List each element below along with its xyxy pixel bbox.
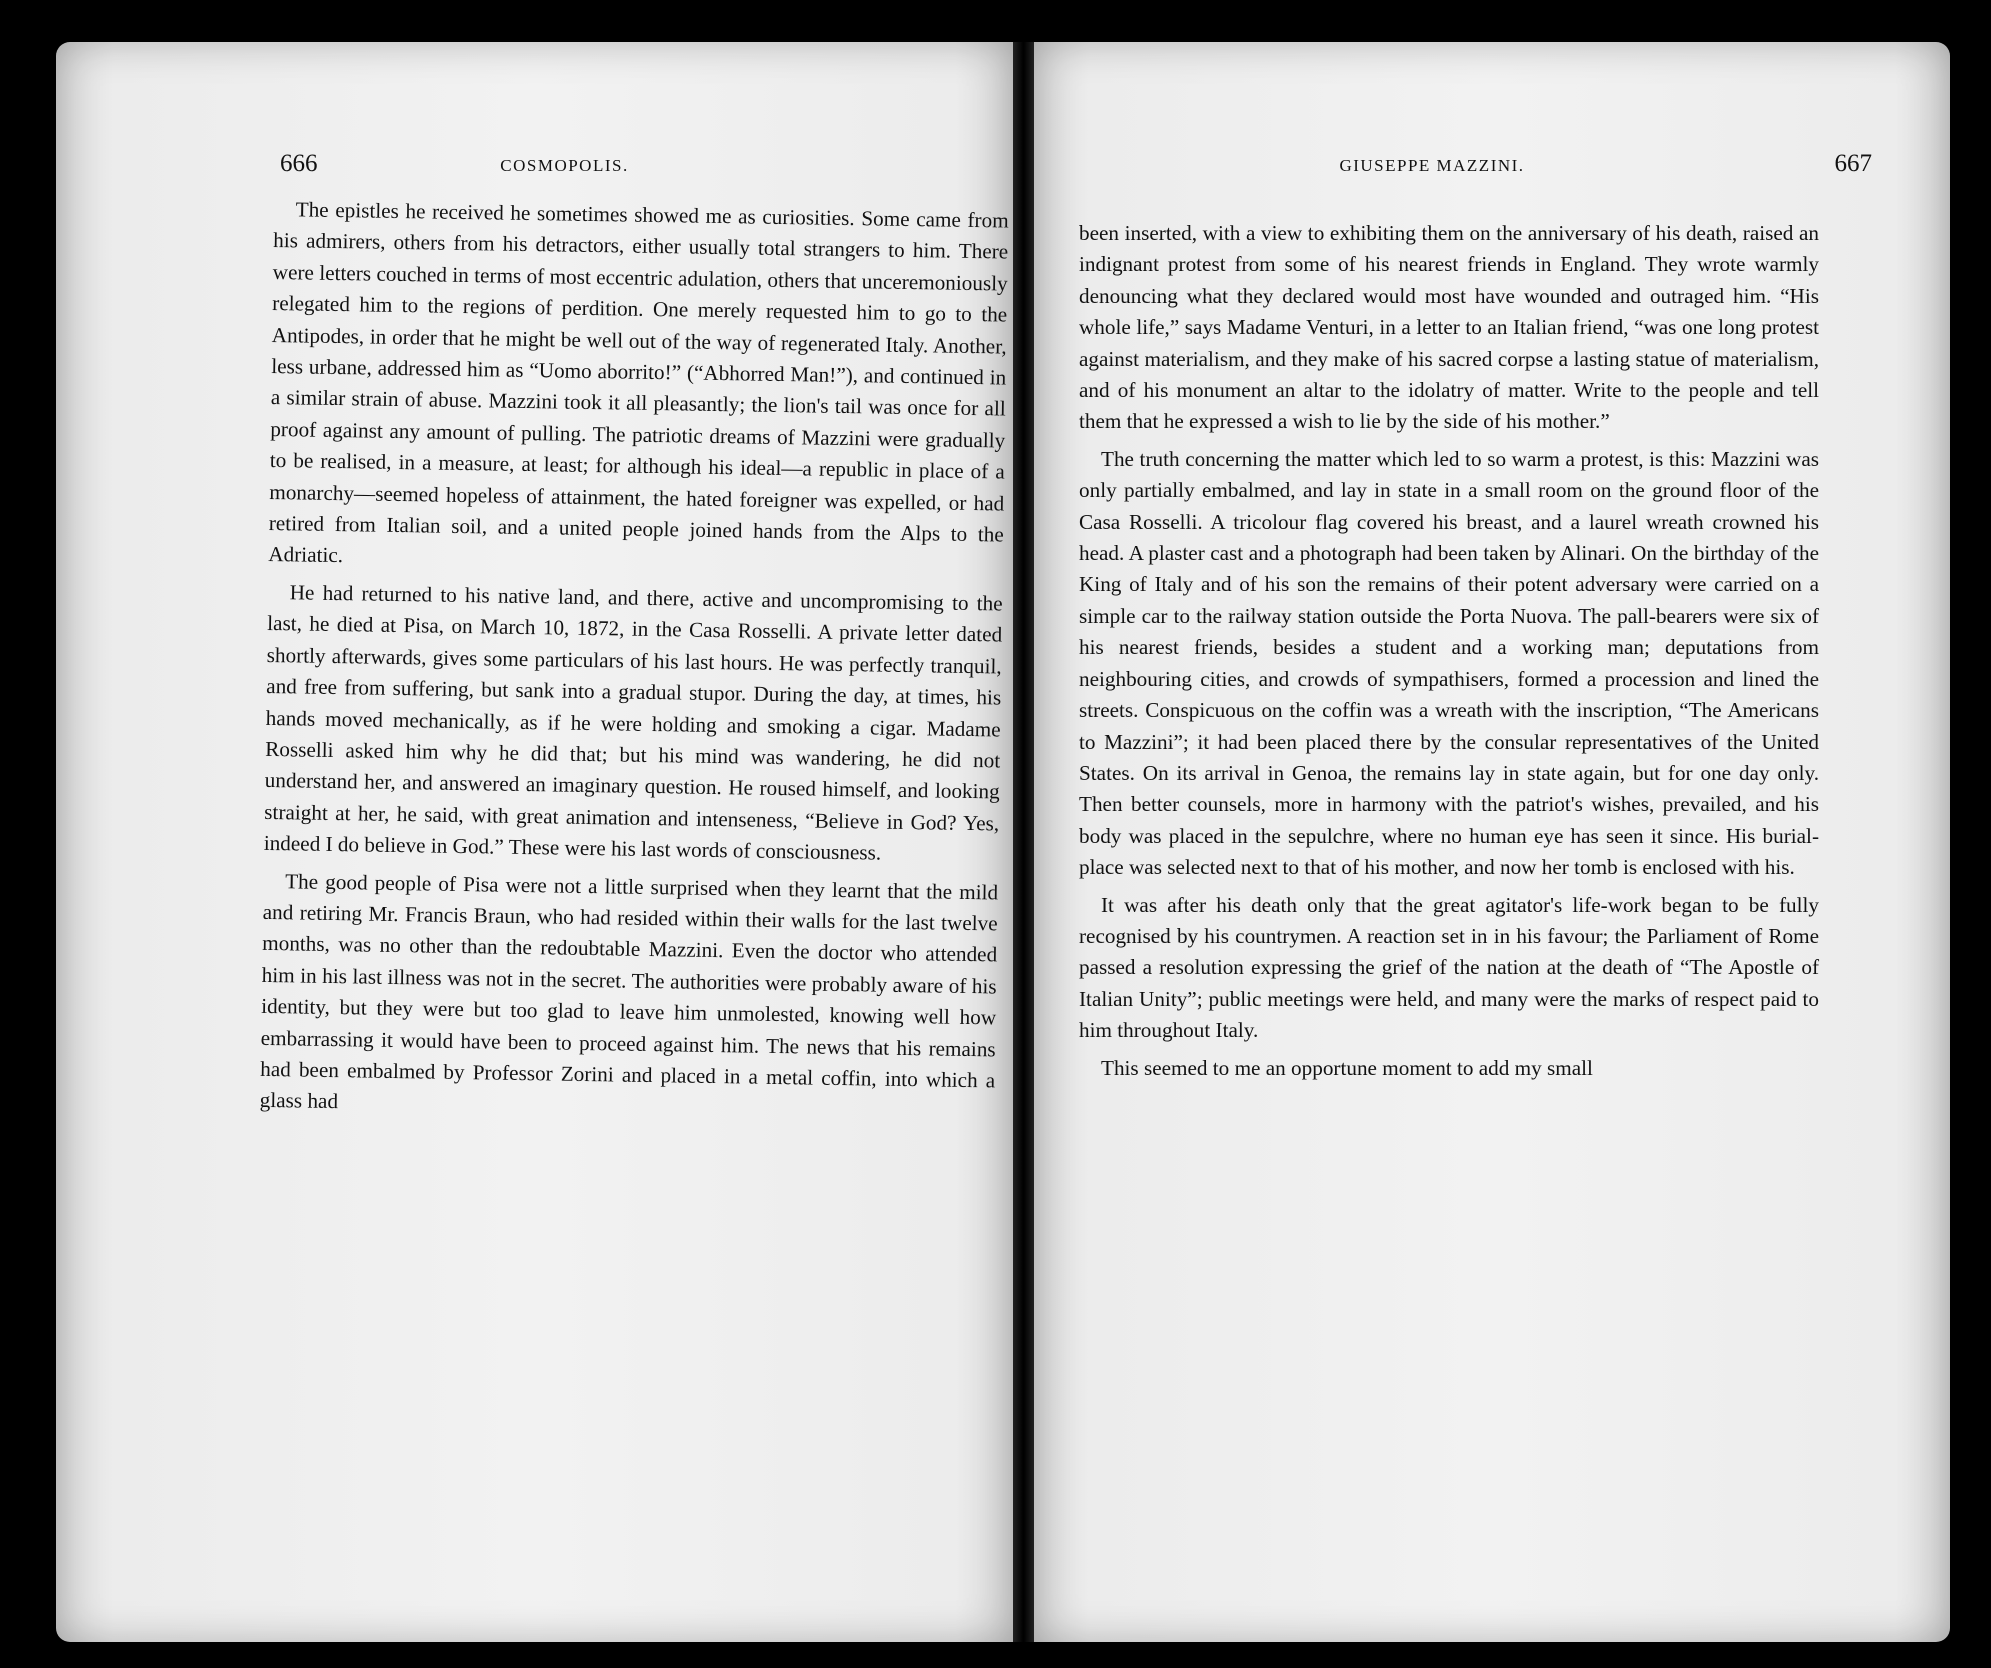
book-gutter	[1013, 42, 1034, 1642]
paragraph: It was after his death only that the great agitator's life-work began to be fully recognised by his countrymen. A reaction set in in his favour; the Parliament of Rome passed a resolution expressing the grief of the nation at the death of “The Apostle of Italian Unity”; public meetings were held, and many were the marks of respect paid to him throughout Italy.	[1079, 892, 1819, 1043]
running-head	[56, 150, 1013, 184]
paragraph: He had returned to his native land, and there, active and uncompromising to the last, he died at Pisa, on March 10, 1872, in the Casa Rosselli. A private letter dated shortly afterwards, gives some particulars of his last hours. He was perfectly tranquil, and free from suffering, but sank into a gradual stupor. During the day, at times, his hands moved mechanically, as if he were holding and smoking a cigar. Madame Rosselli asked him why he did that; but his mind was wandering, he did not understand her, and answered an imaginary question. He roused himself, and looking straight at her, he said, with great animation and intenseness, “Believe in God? Yes, indeed I do believe in God.” These were his last words of consciousness.	[263, 580, 1003, 865]
running-header-title: GIUSEPPE MAZZINI.	[1339, 156, 1525, 175]
body-text	[1079, 218, 1819, 1090]
paragraph: The truth concerning the matter which led to so warm a protest, is this: Mazzini was only partially embalmed, and lay in state in a small room on the ground floor of the Casa Rosselli. A tricolour flag covered his breast, and a laurel wreath crowned his head. A plaster cast and a photograph had been taken by Alinari. On the birthday of the King of Italy and of his son the remains of their potent adversary were carried on a simple car to the railway station outside the Porta Nuova. The pall-bearers were six of his nearest friends, besides a student and a working man; deputations from neighbouring cities, and crowds of sympathisers, formed a procession and lined the streets. Conspicuous on the coffin was a wreath with the inscription, “The Americans to Mazzini”; it had been placed there by the consular representatives of the United States. On its arrival in Genoa, the remains lay in state again, but for one day only. Then better counsels, more in harmony with the patriot's wishes, prevailed, and his body was placed in the sepulchre, where no human eye has seen it since. His burial-place was selected next to that of his mother, and now her tomb is enclosed with his.	[1079, 446, 1819, 880]
paragraph: been inserted, with a view to exhibiting them on the anniversary of his death, raised an indignant protest from some of his nearest friends in England. They wrote warmly denouncing what they declared would most have wounded and outraged him. “His whole life,” says Madame Venturi, in a letter to an Italian friend, “was one long protest against materialism, and they make of his sacred corpse a lasting statue of materialism, and of his monument an altar to the idolatry of matter. Write to the people and tell them that he expressed a wish to lie by the side of his mother.”	[1079, 221, 1819, 434]
paragraph: The epistles he received he sometimes showed me as curiosities. Some came from his admirers, others from his detractors, either usually total strangers to him. There were letters couched in terms of most eccentric adulation, others that unceremoniously relegated him to the regions of perdition. One merely requested him to go to the Antipodes, in order that he might be well out of the way of regenerated Italy. Another, less urbane, addressed him as “Uomo aborrito!” (“Abhorred Man!”), and continued in a similar strain of abuse. Mazzini took it all pleasantly; the lion's tail was once for all proof against any amount of pulling. The patriotic dreams of Mazzini were gradually to be realised, in a measure, at least; for although his ideal—a republic in place of a monarchy—seemed hopeless of attainment, the hated foreigner was expelled, or had retired from Italian soil, and a united people joined hands from the Alps to the Adriatic.	[268, 197, 1009, 568]
right-page	[1034, 42, 1950, 1642]
running-header-title: COSMOPOLIS.	[500, 156, 629, 175]
page-number: 667	[1834, 150, 1872, 177]
paragraph: This seemed to me an opportune moment to add my small	[1101, 1055, 1593, 1080]
page-number: 666	[280, 150, 318, 177]
running-head	[1034, 150, 1950, 184]
left-page	[56, 42, 1013, 1642]
paragraph: The good people of Pisa were not a little surprised when they learnt that the mild and retiring Mr. Francis Braun, who had resided within their walls for the last twelve months, was no other than the redoubtable Mazzini. Even the doctor who attended him in his last illness was not in the secret. The authorities were probably aware of his identity, but they were but too glad to leave him unmolested, knowing well how embarrassing it would have been to proceed against him. The news that his remains had been embalmed by Professor Zorini and placed in a metal coffin, into which a glass had	[259, 868, 999, 1114]
body-text	[259, 194, 1008, 1134]
